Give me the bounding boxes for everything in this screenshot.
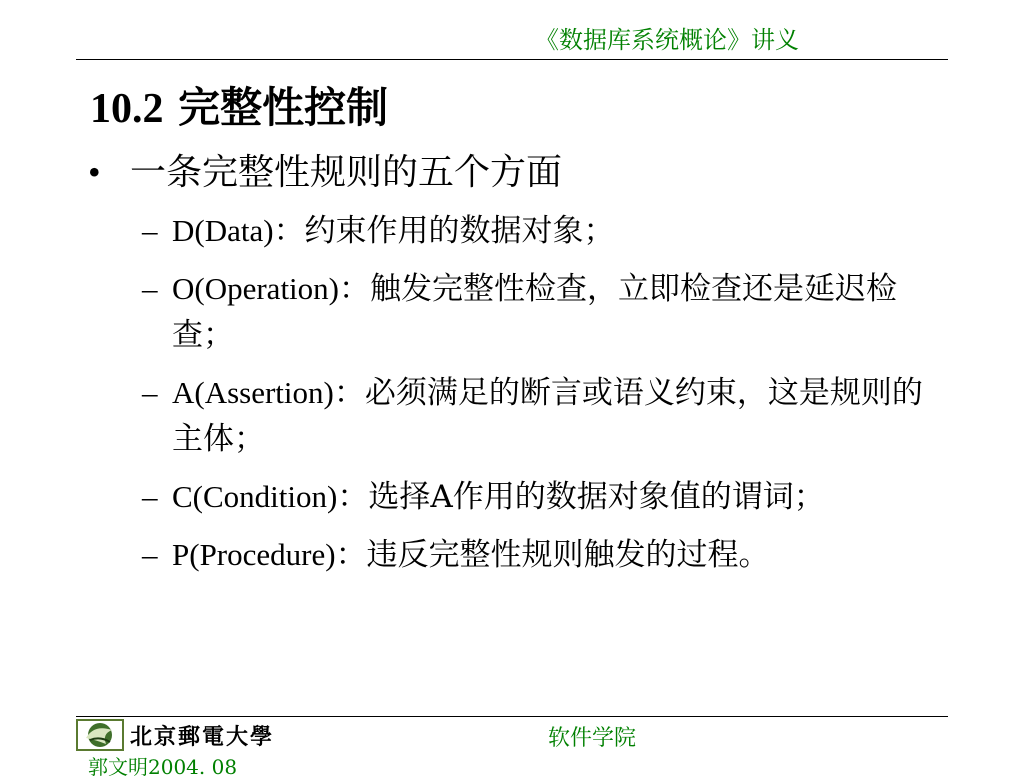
item-text: ：必须满足的断言或语义约束，这是规则的主体；: [172, 375, 923, 457]
item-term: C(Condition): [172, 479, 338, 514]
bullet-text: 一条完整性规则的五个方面: [130, 152, 563, 193]
item-text: ：选择A作用的数据对象值的谓词；: [337, 479, 825, 515]
main-bullet: [88, 148, 562, 197]
lecture-header: 《数据库系统概论》讲义: [535, 26, 799, 54]
sub-bullet-item: [142, 474, 942, 520]
sub-bullet-item: [142, 266, 942, 358]
footer-school: 软件学院: [548, 726, 637, 751]
item-text: ：约束作用的数据对象；: [273, 213, 615, 249]
bullet-dot-icon: •: [88, 152, 101, 192]
dash-icon: –: [142, 375, 158, 410]
title-text: 完整性控制: [178, 83, 389, 132]
footer-author: 郭文明2004. 08: [88, 755, 238, 779]
item-text: ：触发完整性检查，立即检查还是延迟检查；: [172, 271, 897, 353]
dash-icon: –: [142, 271, 158, 306]
bottom-divider: [76, 716, 948, 717]
slide-title: [90, 80, 388, 137]
title-number: 10.2: [90, 86, 164, 132]
university-logo: [76, 718, 316, 752]
top-divider: [76, 59, 948, 60]
logo-wordmark: 北京郵電大學: [130, 724, 275, 750]
item-term: O(Operation): [172, 271, 339, 306]
sub-bullet-item: [142, 532, 942, 578]
item-term: D(Data): [172, 213, 274, 248]
item-term: A(Assertion): [172, 375, 334, 410]
item-text: ：违反完整性规则触发的过程。: [335, 537, 770, 573]
sub-bullet-list: [142, 208, 942, 590]
sub-bullet-item: [142, 208, 942, 254]
dash-icon: –: [142, 479, 158, 514]
item-term: P(Procedure): [172, 537, 336, 572]
dash-icon: –: [142, 213, 158, 248]
dash-icon: –: [142, 537, 158, 572]
sub-bullet-item: [142, 370, 942, 462]
